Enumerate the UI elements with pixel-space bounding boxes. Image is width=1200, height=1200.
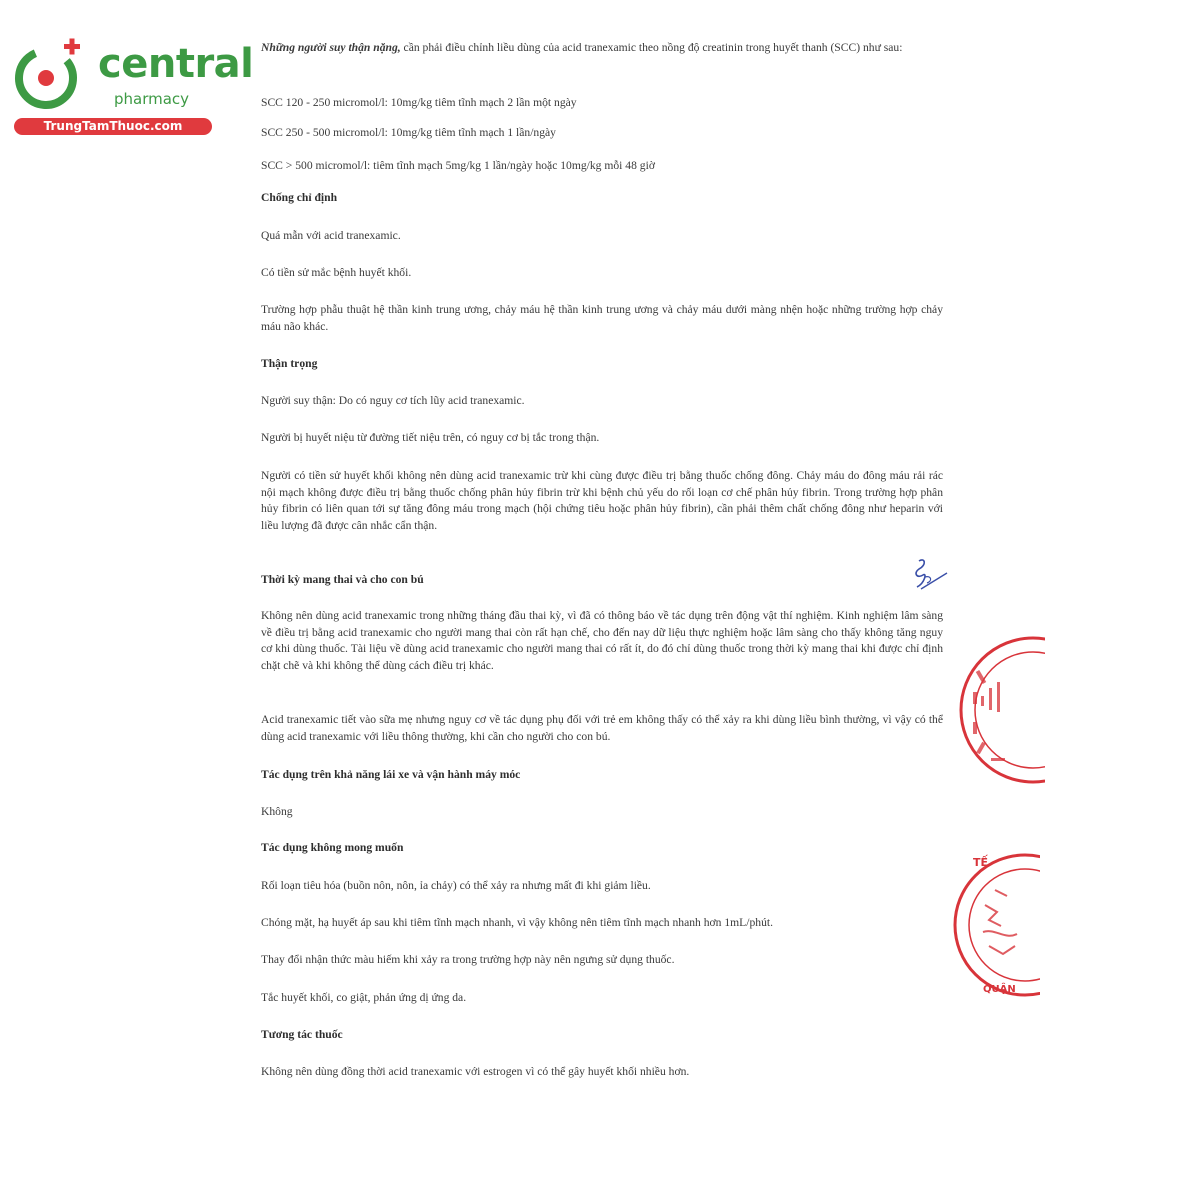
brand-logo <box>10 30 254 140</box>
adverse-effects-heading: Tác dụng không mong muốn <box>261 841 404 854</box>
brand-name: central <box>98 41 254 87</box>
driving-heading: Tác dụng trên khả năng lái xe và vận hành máy móc <box>261 768 521 781</box>
contraindication-3: Trường hợp phẫu thuật hệ thần kinh trung ương, chảy máu hệ thần kinh trung ương và chảy máu dưới màng nhện hoặc những trường hợp chảy máu não khác. <box>261 303 943 333</box>
cautions-heading: Thận trọng <box>261 357 318 370</box>
brand-website: TrungTamThuoc.com <box>14 118 212 135</box>
scc-line-3: SCC > 500 micromol/l: tiêm tĩnh mạch 5mg/kg 1 lần/ngày hoặc 10mg/kg mỗi 48 giờ <box>261 159 655 172</box>
contraindication-1: Quá mẫn với acid tranexamic. <box>261 229 401 242</box>
renal-intro <box>261 40 943 57</box>
driving-text: Không <box>261 805 293 818</box>
pregnancy-paragraph-2: Acid tranexamic tiết vào sữa mẹ nhưng nguy cơ về tác dụng phụ đối với trẻ em không thấy có thể xảy ra khi dùng liều bình thường, vì vậy có thể dùng acid tranexamic với liều thông thường, khi cần cho người cho con bú. <box>261 713 943 743</box>
contraindication-2: Có tiền sử mắc bệnh huyết khối. <box>261 266 412 279</box>
stamp-top-text: TẾ <box>973 856 989 869</box>
interaction-1: Không nên dùng đồng thời acid tranexamic với estrogen vì có thể gây huyết khối nhiều hơn. <box>261 1065 690 1078</box>
caution-2: Người bị huyết niệu từ đường tiết niệu trên, có nguy cơ bị tắc trong thận. <box>261 431 600 444</box>
stamp-bottom-text: QUẬN <box>983 984 1016 995</box>
interactions-heading: Tương tác thuốc <box>261 1028 343 1041</box>
scc-line-2: SCC 250 - 500 micromol/l: 10mg/kg tiêm tĩnh mạch 1 lần/ngày <box>261 126 556 139</box>
adverse-effect-4: Tắc huyết khối, co giật, phản ứng dị ứng da. <box>261 991 467 1004</box>
pregnancy-paragraph-1: Không nên dùng acid tranexamic trong những tháng đầu thai kỳ, vì đã có thông báo về tác dụng trên động vật thí nghiệm. Kinh nghiệm lâm sàng về điều trị bằng acid tranexamic cho người mang thai còn rất hạn chế, cho đến nay dữ liệu thực nghiệm hoặc lâm sàng cho thấy không tăng nguy cơ khi dùng thuốc. Tài liệu về dùng acid tranexamic cho người mang thai có rất ít, do đó chỉ dùng thuốc trong thời kỳ mang thai khi được chỉ định chặt chẽ và khi không thể dùng cách điều trị khác. <box>261 609 943 672</box>
adverse-effect-2: Chóng mặt, hạ huyết áp sau khi tiêm tĩnh mạch nhanh, vì vậy không nên tiêm tĩnh mạch nhanh hơn 1mL/phút. <box>261 916 773 929</box>
pregnancy-heading: Thời kỳ mang thai và cho con bú <box>261 573 424 586</box>
caution-1: Người suy thận: Do có nguy cơ tích lũy acid tranexamic. <box>261 394 525 407</box>
red-round-stamp-icon <box>945 850 1040 1000</box>
caution-3: Người có tiền sử huyết khối không nên dùng acid tranexamic trừ khi cùng được điều trị bằng thuốc chống đông. Chảy máu do đông máu rải rác nội mạch không được điều trị bằng thuốc chống phân hủy fibrin trừ khi bệnh chủ yếu do rối loạn cơ chế phân hủy fibrin. Trong trường hợp phân hủy fibrin có liên quan tới sự tăng đông máu trong mạch (hội chứng tiêu hoặc phân hủy fibrin), cần phải thêm chất chống đông như heparin với liều lượng đã được cân nhắc cẩn thận. <box>261 469 943 532</box>
signature-icon <box>905 555 950 595</box>
adverse-effect-1: Rối loạn tiêu hóa (buồn nôn, nôn, ỉa chảy) có thể xảy ra nhưng mất đi khi giảm liều. <box>261 879 651 892</box>
renal-intro-emphasis: Những người suy thận nặng, <box>261 41 401 54</box>
brand-tagline: pharmacy <box>114 90 190 108</box>
contraindications-heading: Chống chỉ định <box>261 191 338 204</box>
red-seal-stamp-icon <box>955 630 1045 790</box>
central-pharmacy-logo-icon <box>12 38 86 112</box>
scc-line-1: SCC 120 - 250 micromol/l: 10mg/kg tiêm tĩnh mạch 2 lần một ngày <box>261 96 577 109</box>
renal-intro-text: cần phải điều chỉnh liều dùng của acid tranexamic theo nồng độ creatinin trong huyết thanh (SCC) như sau: <box>400 41 903 54</box>
adverse-effect-3: Thay đổi nhận thức màu hiếm khi xảy ra trong trường hợp này nên ngưng sử dụng thuốc. <box>261 953 675 966</box>
